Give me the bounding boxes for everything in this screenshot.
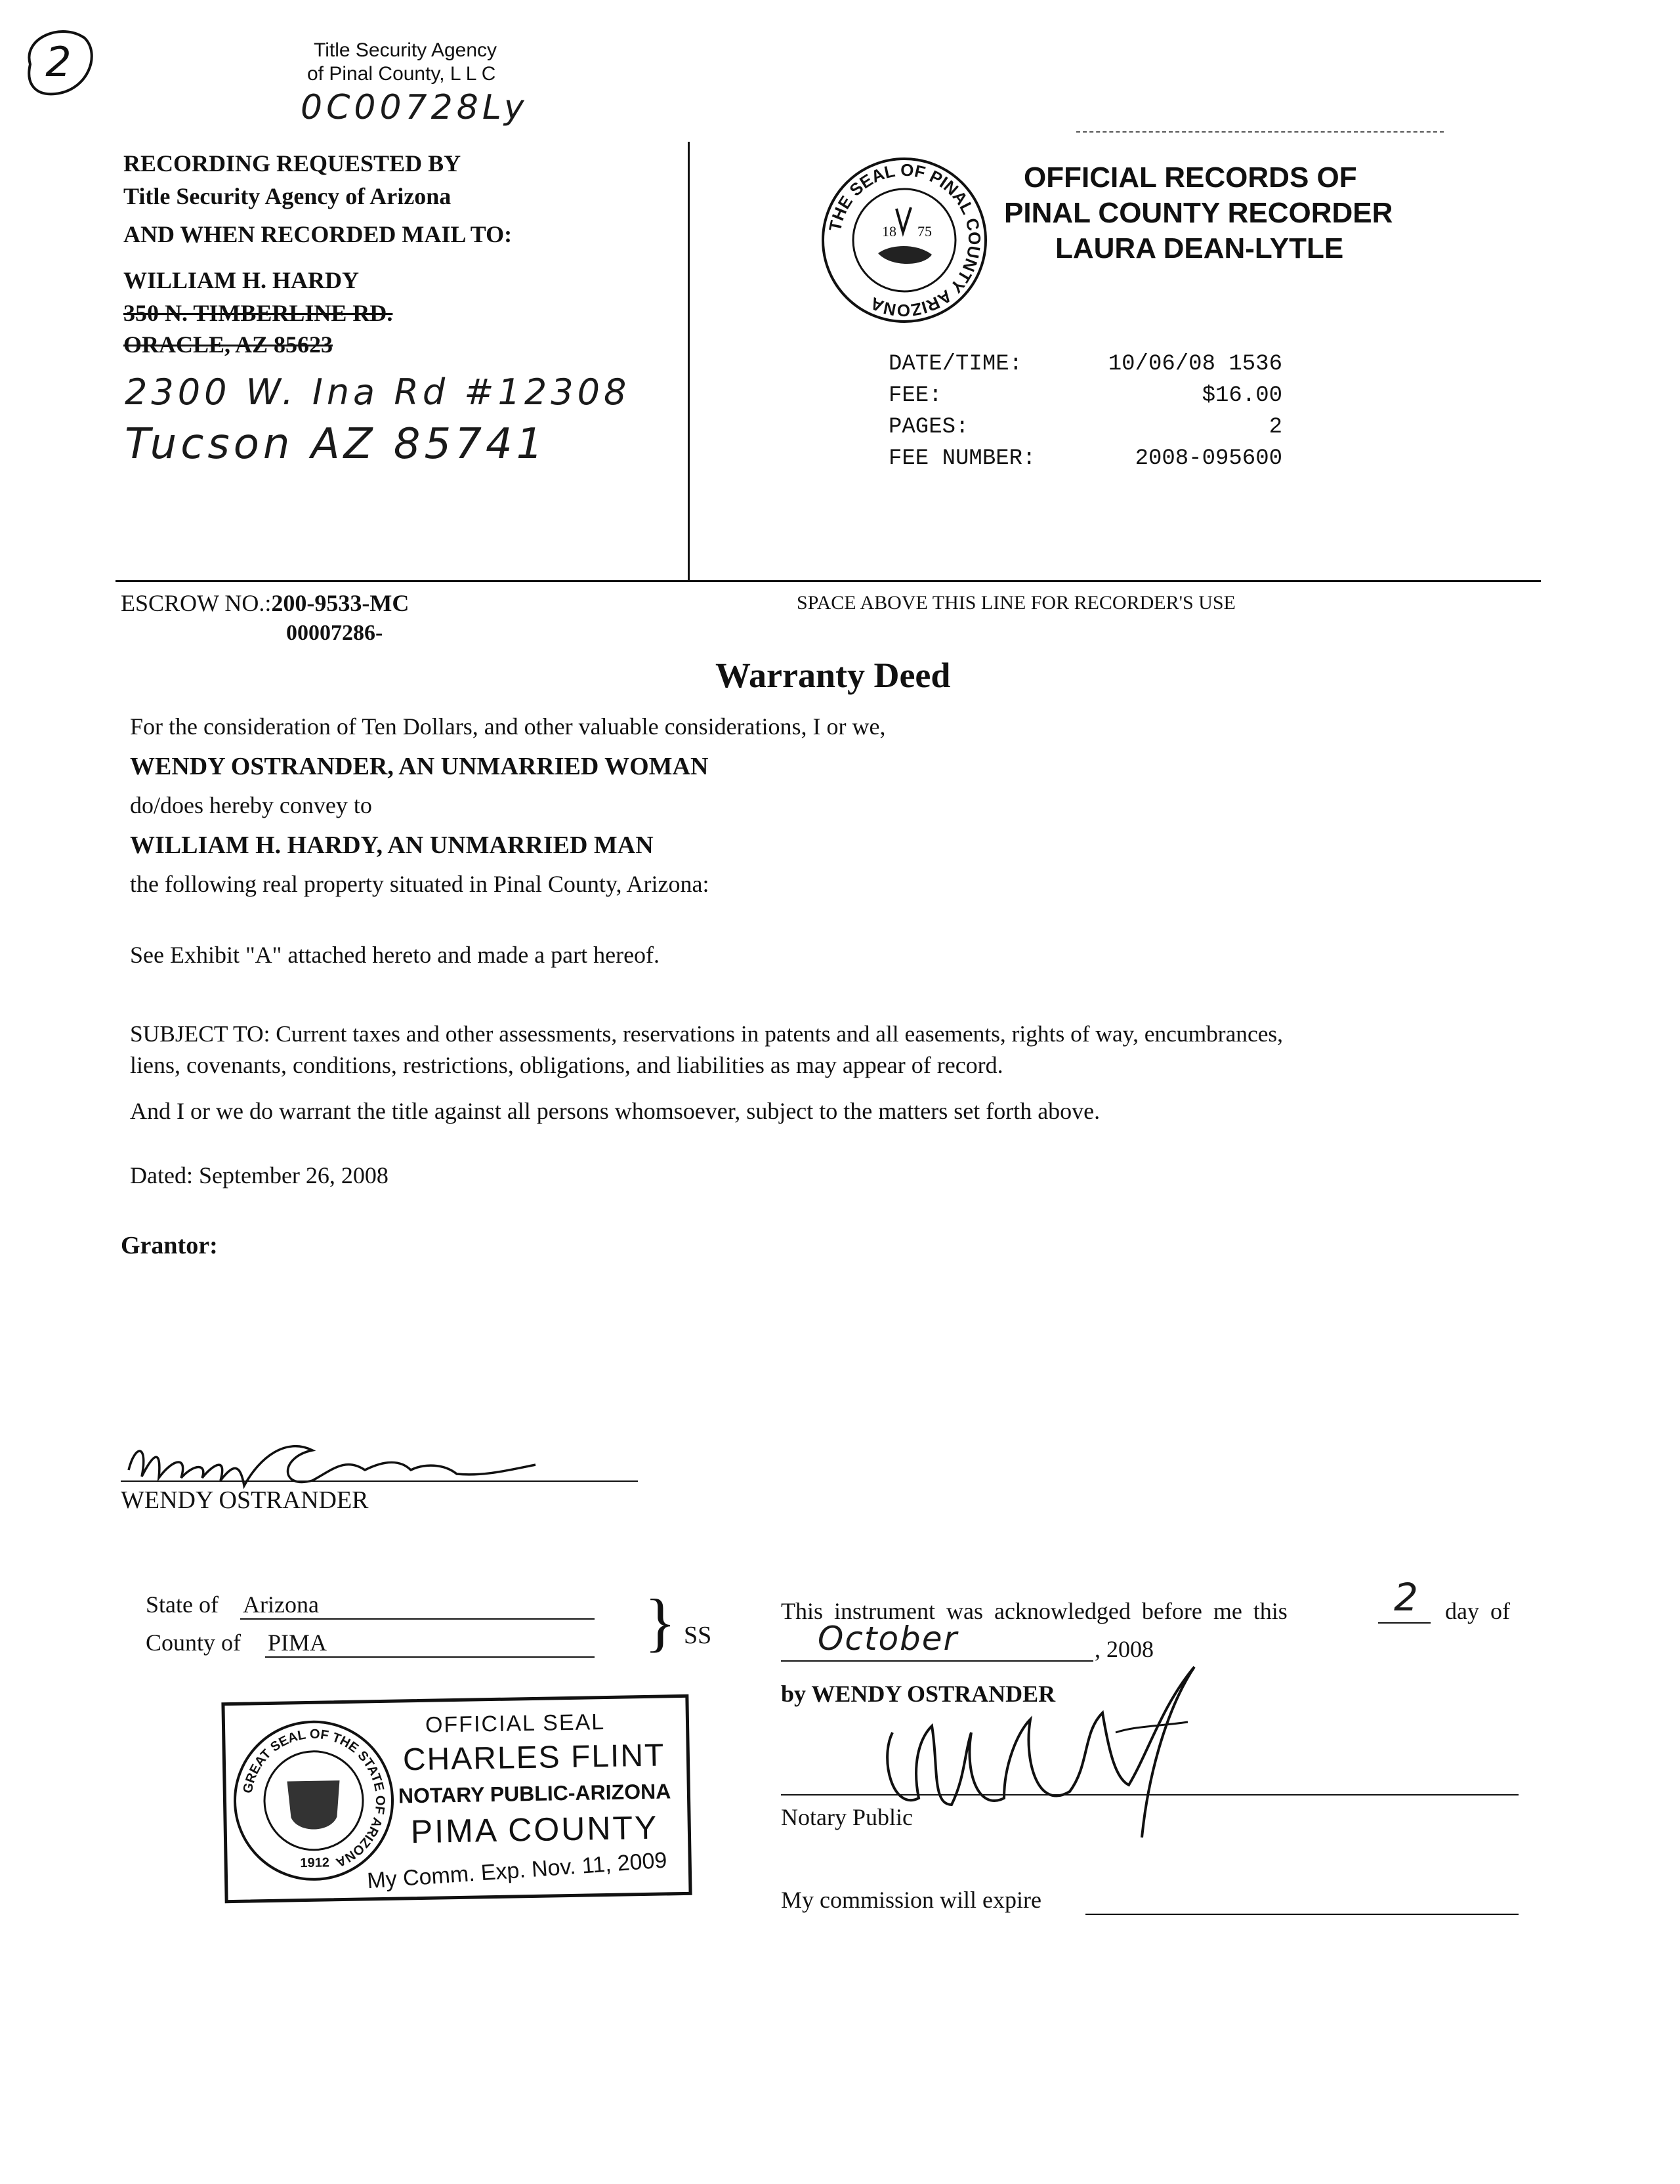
state-value: Arizona [243, 1591, 319, 1618]
warrant-text: And I or we do warrant the title against all persons whomsoever, subject to the matters set forth above. [130, 1098, 1101, 1124]
escrow-sub-number: 00007286- [286, 621, 383, 645]
grantor-signature [138, 1437, 543, 1483]
escrow-label: ESCROW NO.: [121, 590, 272, 616]
agency-line-1: Title Security Agency [314, 39, 497, 61]
official-records-line-3: LAURA DEAN-LYTLE [1055, 232, 1344, 264]
circled-number-mark [16, 18, 101, 104]
pinal-county-seal [819, 155, 990, 326]
property-text: the following real property situated in Pinal County, Arizona: [130, 871, 709, 897]
seal-notary-name: CHARLES FLINT [402, 1738, 665, 1778]
escrow-number [121, 589, 409, 617]
seal-title: OFFICIAL SEAL [425, 1710, 606, 1738]
record-field-value: 2008-095600 [1135, 446, 1282, 471]
exhibit-text: See Exhibit "A" attached hereto and made a part hereof. [130, 942, 660, 968]
commission-expire-field-line [1085, 1914, 1519, 1915]
record-field-fee [889, 383, 1282, 408]
subject-to-line-1: SUBJECT TO: Current taxes and other assessments, reservations in patents and all easements, rights of way, encumbrances, [130, 1020, 1284, 1047]
record-field-label: PAGES: [889, 415, 969, 440]
seal-commission-expiry: My Comm. Exp. Nov. 11, 2009 [366, 1847, 668, 1894]
agency-line-2: of Pinal County, L L C [307, 63, 496, 85]
state-label: State of [146, 1591, 219, 1618]
seal-notary-role: NOTARY PUBLIC-ARIZONA [398, 1779, 671, 1808]
acknowledgment-day-of: day of [1445, 1598, 1510, 1624]
official-records-line-1: OFFICIAL RECORDS OF [1024, 161, 1357, 194]
official-records-line-2: PINAL COUNTY RECORDER [1004, 197, 1393, 229]
grantor-signature-line [121, 1480, 638, 1482]
arizona-seal-ring-text: GREAT SEAL OF THE STATE OF ARIZONA [240, 1727, 388, 1870]
acknowledgment-day: 2 [1394, 1575, 1418, 1620]
arizona-seal-year: 1912 [300, 1855, 330, 1871]
acknowledged-by: by WENDY OSTRANDER [781, 1681, 1056, 1707]
grantor-printed-name: WENDY OSTRANDER [121, 1486, 369, 1514]
handwritten-file-code: 0C00728Ly [301, 88, 528, 127]
dated-text: Dated: September 26, 2008 [130, 1162, 388, 1188]
mail-to-label: AND WHEN RECORDED MAIL TO: [123, 221, 513, 247]
state-field-line [240, 1618, 595, 1620]
brace-mark: } [644, 1586, 676, 1658]
grantee-name: WILLIAM H. HARDY, AN UNMARRIED MAN [130, 831, 654, 859]
record-field-datetime [889, 352, 1282, 377]
struck-address-line-2: ORACLE, AZ 85623 [123, 331, 333, 358]
record-field-value: $16.00 [1202, 383, 1282, 408]
notary-seal-stamp [221, 1694, 692, 1903]
header-vertical-divider [688, 142, 690, 580]
grantor-name: WENDY OSTRANDER, AN UNMARRIED WOMAN [130, 753, 709, 780]
county-field-line [265, 1656, 595, 1658]
seal-ring-text: THE SEAL OF PINAL COUNTY ARIZONA [824, 159, 985, 321]
record-field-label: DATE/TIME: [889, 352, 1023, 377]
county-label: County of [146, 1629, 242, 1656]
subject-to-line-2: liens, covenants, conditions, restrictions, obligations, and liabilities as may appear of record. [130, 1052, 1003, 1078]
record-field-label: FEE NUMBER: [889, 446, 1036, 471]
struck-address-line-1: 350 N. TIMBERLINE RD. [123, 300, 393, 326]
notary-public-label: Notary Public [781, 1804, 913, 1830]
recipient-name: WILLIAM H. HARDY [123, 267, 360, 293]
recorder-box-top-mark [1076, 131, 1444, 133]
recorder-use-note: SPACE ABOVE THIS LINE FOR RECORDER'S USE [797, 592, 1236, 614]
deed-title: Warranty Deed [715, 656, 951, 695]
handwritten-address-line-2: Tucson AZ 85741 [125, 420, 547, 469]
seal-year-left: 18 [882, 223, 896, 240]
ss-label: SS [684, 1622, 712, 1649]
commission-expire-label: My commission will expire [781, 1887, 1041, 1913]
convey-text: do/does hereby convey to [130, 792, 372, 818]
arizona-state-seal [230, 1717, 397, 1884]
escrow-value: 200-9533-MC [271, 590, 410, 616]
county-value: PIMA [268, 1629, 327, 1656]
recorder-use-line [116, 580, 1541, 582]
ack-day-field-line [1378, 1622, 1431, 1624]
acknowledgment-year: , 2008 [1095, 1636, 1154, 1662]
record-field-value: 2 [1269, 415, 1282, 440]
circled-number: 2 [45, 38, 72, 86]
handwritten-address-line-1: 2300 W. Ina Rd #12308 [125, 371, 631, 413]
acknowledgment-month: October [818, 1620, 959, 1658]
acknowledgment-text: This instrument was acknowledged before me this [781, 1598, 1288, 1624]
recording-requested-by: Title Security Agency of Arizona [123, 183, 452, 209]
record-field-pages [889, 415, 1282, 440]
record-field-fee-number [889, 446, 1282, 471]
grantor-label: Grantor: [121, 1232, 218, 1259]
recording-requested-label: RECORDING REQUESTED BY [123, 150, 461, 177]
record-field-label: FEE: [889, 383, 942, 408]
consideration-text: For the consideration of Ten Dollars, and other valuable considerations, I or we, [130, 713, 886, 740]
notary-signature-line [781, 1794, 1519, 1796]
record-field-value: 10/06/08 1536 [1108, 352, 1282, 377]
seal-year-right: 75 [917, 223, 932, 240]
svg-text:THE SEAL OF PINAL COUNTY ARIZO [825, 160, 984, 320]
seal-county: PIMA COUNTY [410, 1809, 659, 1851]
